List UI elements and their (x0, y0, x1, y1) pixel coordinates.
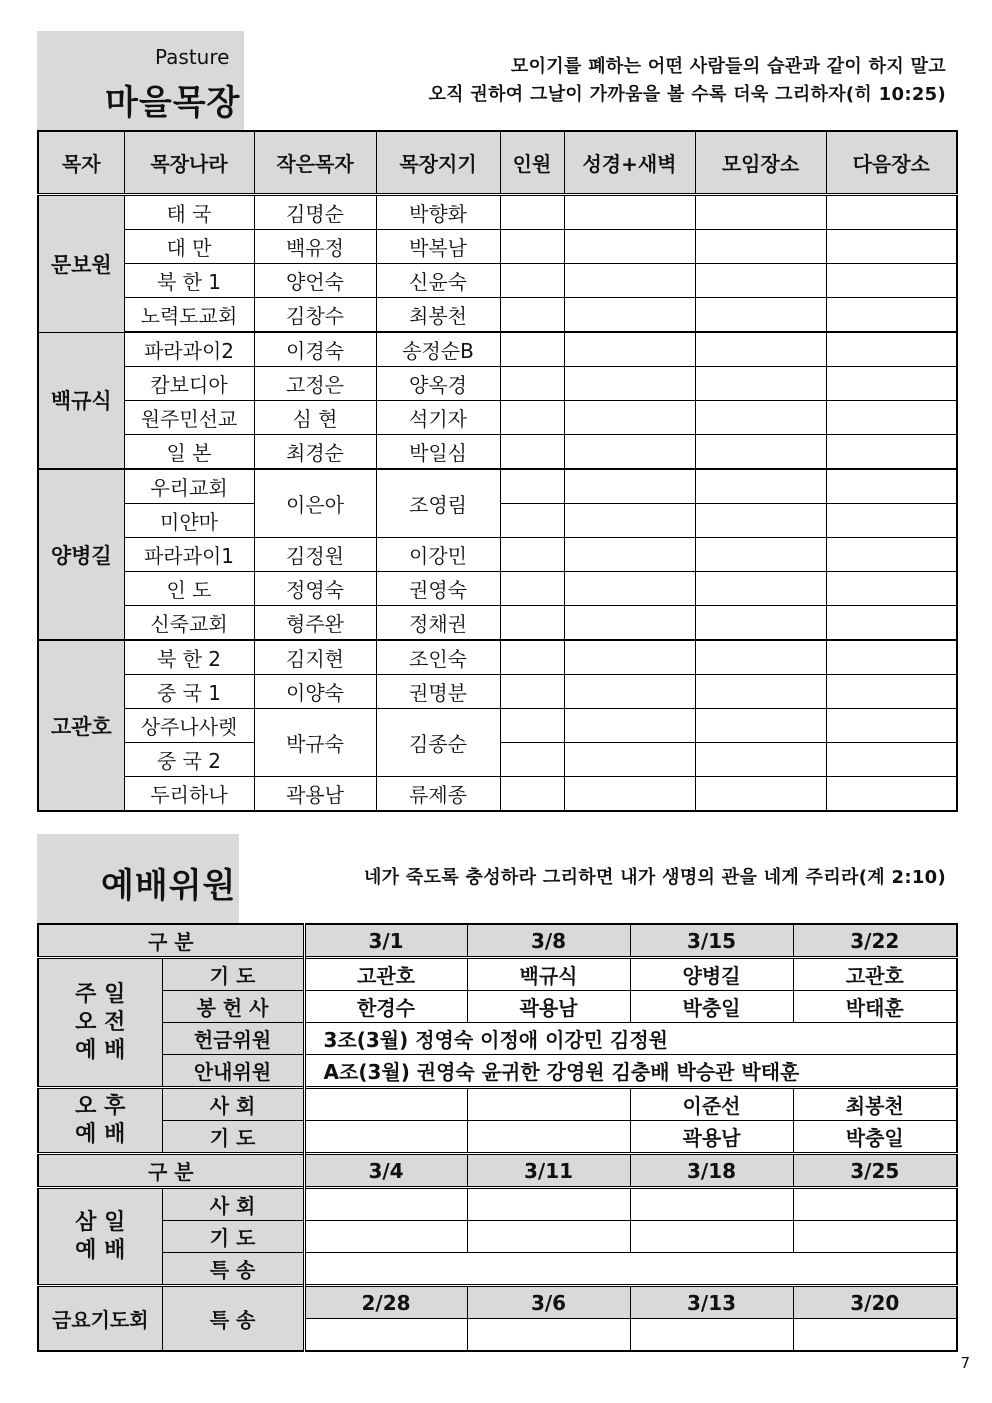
leader-cell: 고관호 (38, 640, 124, 811)
wed-pray-cell[interactable] (467, 1221, 630, 1253)
header-cell: 인원 (500, 131, 564, 195)
wed-pray-cell[interactable] (304, 1221, 467, 1253)
date-cell: 3/18 (630, 1154, 793, 1188)
bible-cell[interactable] (564, 469, 695, 504)
village-header-row (38, 131, 957, 195)
friday-label: 금요기도회 (38, 1286, 162, 1352)
next-place-cell[interactable] (826, 435, 957, 470)
bible-cell[interactable] (564, 332, 695, 367)
place-cell[interactable] (695, 504, 826, 538)
keeper-cell: 이강민 (376, 538, 500, 572)
small-leader-cell: 곽용남 (254, 777, 376, 812)
wed-special-cell[interactable] (304, 1253, 957, 1286)
place-cell[interactable] (695, 195, 826, 230)
small-leader-cell: 이은아 (254, 469, 376, 538)
place-cell[interactable] (695, 298, 826, 333)
guide-cell: A조(3월) 권영숙 윤귀한 강영원 김충배 박승관 박태훈 (304, 1055, 957, 1088)
count-cell[interactable] (500, 469, 564, 504)
bible-cell[interactable] (564, 572, 695, 606)
table-row (38, 367, 957, 401)
small-leader-cell: 형주완 (254, 606, 376, 641)
place-cell[interactable] (695, 264, 826, 298)
table-row (38, 777, 957, 812)
pasture-kicker: Pasture (155, 45, 230, 69)
pray-label: 기 도 (162, 958, 304, 991)
next-place-cell[interactable] (826, 469, 957, 504)
keeper-cell: 최봉천 (376, 298, 500, 333)
nation-cell: 북 한 1 (124, 264, 254, 298)
bible-cell[interactable] (564, 640, 695, 675)
date-row-a (38, 924, 957, 958)
next-place-cell[interactable] (826, 230, 957, 264)
date-cell: 2/28 (304, 1286, 467, 1319)
date-cell: 3/1 (304, 924, 467, 958)
next-place-cell[interactable] (826, 298, 957, 333)
pm-pray-row (38, 1121, 957, 1154)
gubun-label: 구 분 (38, 1154, 304, 1188)
leader-cell: 양병길 (38, 469, 124, 640)
next-place-cell[interactable] (826, 606, 957, 641)
table-row (38, 435, 957, 470)
table-row (38, 606, 957, 641)
leader-cell: 문보원 (38, 195, 124, 333)
date-cell: 3/20 (793, 1286, 957, 1319)
count-cell[interactable] (500, 332, 564, 367)
worship-header (37, 834, 956, 923)
date-cell: 3/15 (630, 924, 793, 958)
nation-cell: 캄보디아 (124, 367, 254, 401)
count-cell[interactable] (500, 606, 564, 641)
offer-cell: 곽용남 (467, 991, 630, 1023)
table-row (38, 469, 957, 504)
pm-host-cell: 이준선 (630, 1088, 793, 1121)
pm-pray-cell[interactable] (467, 1121, 630, 1154)
host-label: 사 회 (162, 1088, 304, 1121)
table-row (38, 538, 957, 572)
worship-table (37, 923, 958, 1352)
pray-cell: 양병길 (630, 958, 793, 991)
nation-cell: 파라과이2 (124, 332, 254, 367)
nation-cell: 파라과이1 (124, 538, 254, 572)
guide-label: 안내위원 (162, 1055, 304, 1088)
page-number: 7 (960, 1354, 970, 1372)
small-leader-cell: 김지현 (254, 640, 376, 675)
pray-cell: 백규식 (467, 958, 630, 991)
bible-cell[interactable] (564, 743, 695, 777)
sunday-am-label: 주 일 오 전 예 배 (38, 958, 162, 1088)
count-cell[interactable] (500, 401, 564, 435)
nation-cell: 대 만 (124, 230, 254, 264)
bible-cell[interactable] (564, 538, 695, 572)
place-cell[interactable] (695, 743, 826, 777)
next-place-cell[interactable] (826, 640, 957, 675)
place-cell[interactable] (695, 469, 826, 504)
small-leader-cell: 김명순 (254, 195, 376, 230)
nation-cell: 우리교회 (124, 469, 254, 504)
bible-cell[interactable] (564, 675, 695, 709)
wed-host-cell[interactable] (304, 1188, 467, 1221)
friday-special-cell[interactable] (630, 1319, 793, 1352)
keeper-cell: 류제종 (376, 777, 500, 812)
worship-title: 예배위원 (101, 866, 237, 906)
table-row (38, 401, 957, 435)
small-leader-cell: 이경숙 (254, 332, 376, 367)
money-label: 헌금위원 (162, 1023, 304, 1055)
bible-cell[interactable] (564, 230, 695, 264)
next-place-cell[interactable] (826, 675, 957, 709)
special-label: 특 송 (162, 1286, 304, 1352)
next-place-cell[interactable] (826, 332, 957, 367)
friday-special-cell[interactable] (793, 1319, 957, 1352)
place-cell[interactable] (695, 401, 826, 435)
host-label: 사 회 (162, 1188, 304, 1221)
friday-date-row (38, 1286, 957, 1319)
leader-cell: 백규식 (38, 332, 124, 469)
special-label: 특 송 (162, 1253, 304, 1286)
small-leader-cell: 최경순 (254, 435, 376, 470)
small-leader-cell: 백유정 (254, 230, 376, 264)
header-cell: 다음장소 (826, 131, 957, 195)
header-cell: 작은목자 (254, 131, 376, 195)
wed-host-cell[interactable] (467, 1188, 630, 1221)
header-cell: 목장지기 (376, 131, 500, 195)
table-row (38, 332, 957, 367)
wed-host-cell[interactable] (793, 1188, 957, 1221)
offer-cell: 박태훈 (793, 991, 957, 1023)
table-row (38, 572, 957, 606)
sunday-pm-label: 오 후 예 배 (38, 1088, 162, 1154)
village-header (37, 31, 956, 130)
village-table (37, 130, 958, 812)
header-cell: 목자 (38, 131, 124, 195)
small-leader-cell: 김창수 (254, 298, 376, 333)
date-cell: 3/11 (467, 1154, 630, 1188)
count-cell[interactable] (500, 195, 564, 230)
wed-host-cell[interactable] (630, 1188, 793, 1221)
keeper-cell: 박향화 (376, 195, 500, 230)
offer-cell: 박충일 (630, 991, 793, 1023)
nation-cell: 중 국 1 (124, 675, 254, 709)
village-title: 마을목장 (105, 83, 241, 123)
count-cell[interactable] (500, 572, 564, 606)
keeper-cell: 권명분 (376, 675, 500, 709)
small-leader-cell: 박규숙 (254, 709, 376, 777)
place-cell[interactable] (695, 640, 826, 675)
count-cell[interactable] (500, 538, 564, 572)
bible-cell[interactable] (564, 606, 695, 641)
next-place-cell[interactable] (826, 401, 957, 435)
next-place-cell[interactable] (826, 367, 957, 401)
small-leader-cell: 양언숙 (254, 264, 376, 298)
date-cell: 3/22 (793, 924, 957, 958)
offer-row (38, 991, 957, 1023)
table-row (38, 709, 957, 743)
friday-special-cell[interactable] (304, 1319, 467, 1352)
keeper-cell: 조인숙 (376, 640, 500, 675)
count-cell[interactable] (500, 777, 564, 812)
nation-cell: 북 한 2 (124, 640, 254, 675)
pray-cell: 고관호 (793, 958, 957, 991)
bible-cell[interactable] (564, 367, 695, 401)
nation-cell: 원주민선교 (124, 401, 254, 435)
wed-pray-row (38, 1221, 957, 1253)
place-cell[interactable] (695, 606, 826, 641)
next-place-cell[interactable] (826, 777, 957, 812)
place-cell[interactable] (695, 435, 826, 470)
keeper-cell: 양옥경 (376, 367, 500, 401)
bible-cell[interactable] (564, 709, 695, 743)
pm-host-cell[interactable] (304, 1088, 467, 1121)
small-leader-cell: 김정원 (254, 538, 376, 572)
count-cell[interactable] (500, 264, 564, 298)
date-cell: 3/6 (467, 1286, 630, 1319)
place-cell[interactable] (695, 538, 826, 572)
wed-pray-cell[interactable] (793, 1221, 957, 1253)
date-cell: 3/4 (304, 1154, 467, 1188)
verse-line-2: 오직 권하여 그날이 가까움을 볼 수록 더욱 그리하자(히 10:25) (428, 84, 946, 105)
count-cell[interactable] (500, 709, 564, 743)
worship-title-box (37, 834, 239, 923)
keeper-cell: 신윤숙 (376, 264, 500, 298)
nation-cell: 미얀마 (124, 504, 254, 538)
bible-cell[interactable] (564, 264, 695, 298)
table-row (38, 230, 957, 264)
bible-cell[interactable] (564, 195, 695, 230)
count-cell[interactable] (500, 230, 564, 264)
bible-cell[interactable] (564, 435, 695, 470)
date-row-b (38, 1154, 957, 1188)
pm-pray-cell: 곽용남 (630, 1121, 793, 1154)
count-cell[interactable] (500, 435, 564, 470)
nation-cell: 상주나사렛 (124, 709, 254, 743)
table-row (38, 195, 957, 230)
keeper-cell: 조영림 (376, 469, 500, 538)
nation-cell: 신죽교회 (124, 606, 254, 641)
next-place-cell[interactable] (826, 264, 957, 298)
offer-cell: 한경수 (304, 991, 467, 1023)
wed-pray-cell[interactable] (630, 1221, 793, 1253)
bible-cell[interactable] (564, 504, 695, 538)
village-title-box (37, 31, 244, 130)
count-cell[interactable] (500, 675, 564, 709)
money-row (38, 1023, 957, 1055)
offer-label: 봉 헌 사 (162, 991, 304, 1023)
next-place-cell[interactable] (826, 538, 957, 572)
header-cell: 목장나라 (124, 131, 254, 195)
header-cell: 모임장소 (695, 131, 826, 195)
count-cell[interactable] (500, 640, 564, 675)
pm-host-cell[interactable] (467, 1088, 630, 1121)
pray-label: 기 도 (162, 1121, 304, 1154)
date-cell: 3/8 (467, 924, 630, 958)
keeper-cell: 박복남 (376, 230, 500, 264)
wednesday-label: 삼 일 예 배 (38, 1188, 162, 1286)
count-cell[interactable] (500, 298, 564, 333)
guide-row (38, 1055, 957, 1088)
small-leader-cell: 이양숙 (254, 675, 376, 709)
wed-host-row (38, 1188, 957, 1221)
nation-cell: 중 국 2 (124, 743, 254, 777)
next-place-cell[interactable] (826, 572, 957, 606)
keeper-cell: 정채권 (376, 606, 500, 641)
date-cell: 3/25 (793, 1154, 957, 1188)
pray-row (38, 958, 957, 991)
village-verse (428, 53, 946, 109)
place-cell[interactable] (695, 332, 826, 367)
nation-cell: 태 국 (124, 195, 254, 230)
next-place-cell[interactable] (826, 195, 957, 230)
next-place-cell[interactable] (826, 709, 957, 743)
keeper-cell: 김종순 (376, 709, 500, 777)
keeper-cell: 송정순B (376, 332, 500, 367)
place-cell[interactable] (695, 572, 826, 606)
small-leader-cell: 고정은 (254, 367, 376, 401)
bible-cell[interactable] (564, 777, 695, 812)
small-leader-cell: 정영숙 (254, 572, 376, 606)
date-cell: 3/13 (630, 1286, 793, 1319)
worship-verse: 네가 죽도록 충성하라 그리하면 내가 생명의 관을 네게 주리라(계 2:10) (363, 867, 946, 888)
place-cell[interactable] (695, 777, 826, 812)
next-place-cell[interactable] (826, 743, 957, 777)
pm-pray-cell[interactable] (304, 1121, 467, 1154)
wed-special-row (38, 1253, 957, 1286)
pm-pray-cell: 박충일 (793, 1121, 957, 1154)
place-cell[interactable] (695, 709, 826, 743)
bible-cell[interactable] (564, 298, 695, 333)
count-cell[interactable] (500, 504, 564, 538)
bible-cell[interactable] (564, 401, 695, 435)
nation-cell: 인 도 (124, 572, 254, 606)
nation-cell: 두리하나 (124, 777, 254, 812)
keeper-cell: 석기자 (376, 401, 500, 435)
nation-cell: 일 본 (124, 435, 254, 470)
friday-special-cell[interactable] (467, 1319, 630, 1352)
keeper-cell: 권영숙 (376, 572, 500, 606)
table-row (38, 640, 957, 675)
header-cell: 성경+새벽 (564, 131, 695, 195)
pm-host-row (38, 1088, 957, 1121)
place-cell[interactable] (695, 230, 826, 264)
pray-label: 기 도 (162, 1221, 304, 1253)
keeper-cell: 박일심 (376, 435, 500, 470)
place-cell[interactable] (695, 675, 826, 709)
table-row (38, 264, 957, 298)
verse-line-1: 모이기를 폐하는 어떤 사람들의 습관과 같이 하지 말고 (510, 56, 946, 77)
money-cell: 3조(3월) 정영숙 이정애 이강민 김정원 (304, 1023, 957, 1055)
table-row (38, 675, 957, 709)
place-cell[interactable] (695, 367, 826, 401)
gubun-label: 구 분 (38, 924, 304, 958)
table-row (38, 298, 957, 333)
count-cell[interactable] (500, 743, 564, 777)
nation-cell: 노력도교회 (124, 298, 254, 333)
pray-cell: 고관호 (304, 958, 467, 991)
count-cell[interactable] (500, 367, 564, 401)
next-place-cell[interactable] (826, 504, 957, 538)
small-leader-cell: 심 현 (254, 401, 376, 435)
pm-host-cell: 최봉천 (793, 1088, 957, 1121)
